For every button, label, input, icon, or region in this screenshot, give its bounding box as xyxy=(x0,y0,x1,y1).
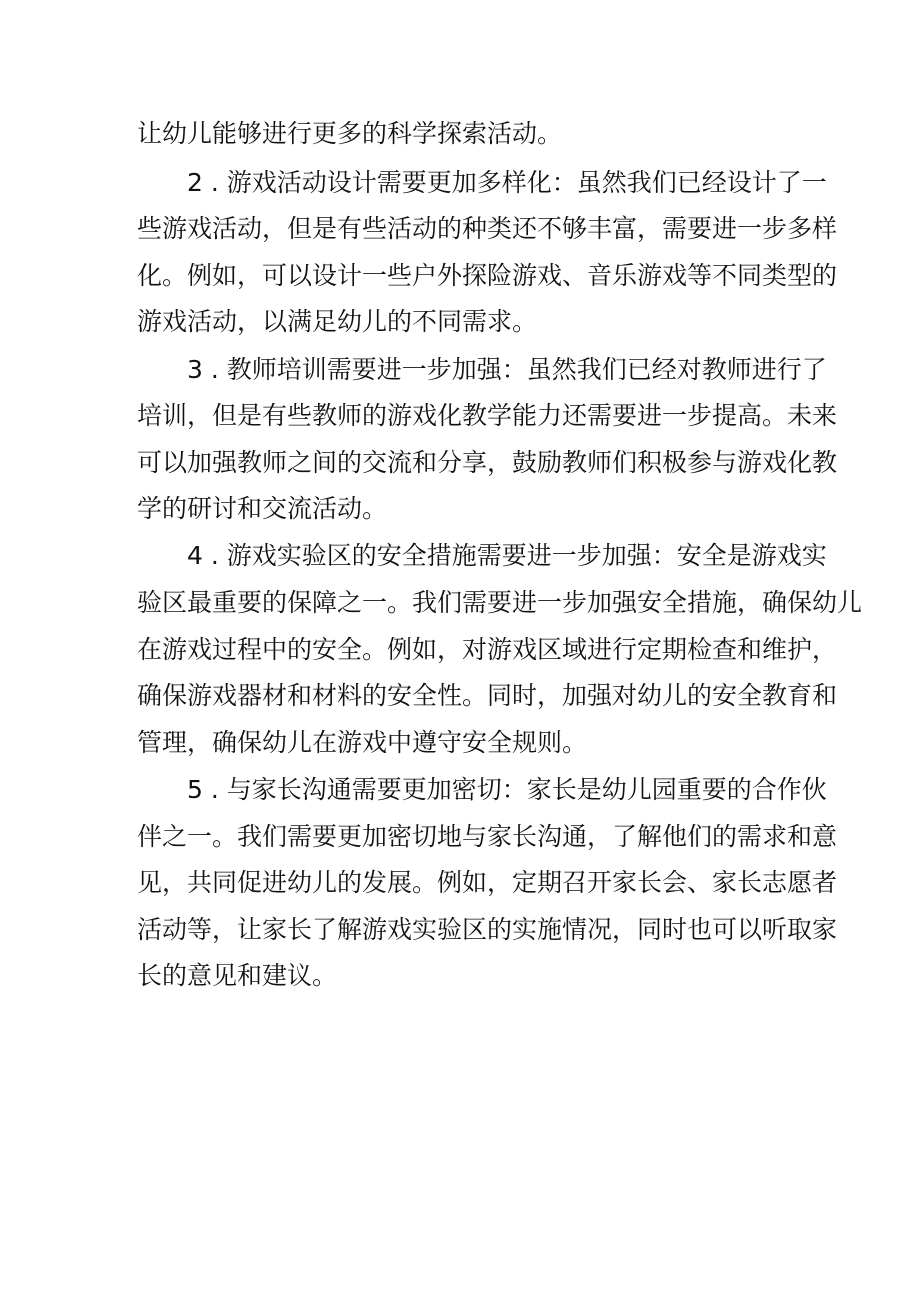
paragraph-5-line-2: 伴之一。我们需要更加密切地与家长沟通，了解他们的需求和意 xyxy=(137,822,838,851)
paragraph-5-line-3: 见，共同促进幼儿的发展。例如，定期召开家长会、家长志愿者 xyxy=(137,868,838,897)
paragraph-5-line-5: 长的意见和建议。 xyxy=(137,961,338,990)
paragraph-2-line-1: 2 . 游戏活动设计需要更加多样化：虽然我们已经设计了一 xyxy=(187,168,827,197)
paragraph-2-line-2: 些游戏活动，但是有些活动的种类还不够丰富，需要进一步多样 xyxy=(137,214,838,243)
paragraph-4-line-4: 确保游戏器材和材料的安全性。同时，加强对幼儿的安全教育和 xyxy=(137,681,838,710)
paragraph-1-line-1: 让幼儿能够进行更多的科学探索活动。 xyxy=(137,119,563,148)
paragraph-3-line-1: 3 . 教师培训需要进一步加强：虽然我们已经对教师进行了 xyxy=(187,355,827,384)
paragraph-2-line-3: 化。例如，可以设计一些户外探险游戏、音乐游戏等不同类型的 xyxy=(137,261,838,290)
paragraph-3-line-2: 培训，但是有些教师的游戏化教学能力还需要进一步提高。未来 xyxy=(137,401,838,430)
paragraph-3-line-3: 可以加强教师之间的交流和分享，鼓励教师们积极参与游戏化教 xyxy=(137,448,838,477)
paragraph-4-line-2: 验区最重要的保障之一。我们需要进一步加强安全措施，确保幼儿 xyxy=(137,588,863,617)
paragraph-2-line-4: 游戏活动，以满足幼儿的不同需求。 xyxy=(137,307,538,336)
paragraph-3-line-4: 学的研讨和交流活动。 xyxy=(137,494,388,523)
paragraph-4-line-5: 管理，确保幼儿在游戏中遵守安全规则。 xyxy=(137,728,588,757)
paragraph-5-line-4: 活动等，让家长了解游戏实验区的实施情况，同时也可以听取家 xyxy=(137,915,838,944)
paragraph-4-line-3: 在游戏过程中的安全。例如，对游戏区域进行定期检查和维护， xyxy=(137,635,838,664)
paragraph-5-line-1: 5 . 与家长沟通需要更加密切：家长是幼儿园重要的合作伙 xyxy=(187,775,827,804)
paragraph-4-line-1: 4 . 游戏实验区的安全措施需要进一步加强：安全是游戏实 xyxy=(187,541,827,570)
